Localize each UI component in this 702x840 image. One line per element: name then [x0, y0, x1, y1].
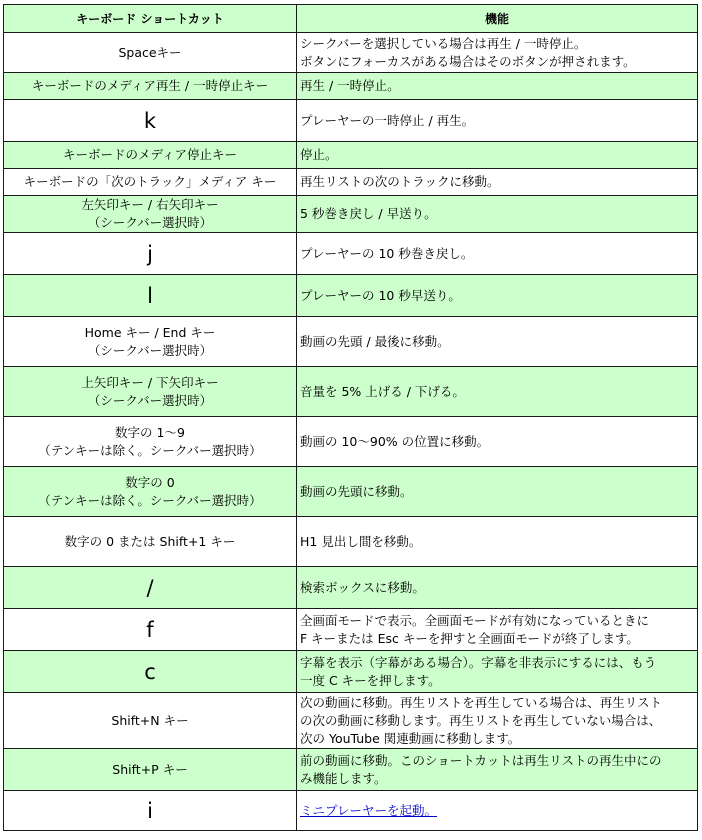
table-row [4, 693, 698, 749]
shortcut-text: 数字の 0 または Shift+1 キー [64, 533, 236, 549]
function-text: 停止。 [300, 147, 338, 162]
table-row [4, 317, 698, 367]
shortcut-text: Shift+P キー [112, 761, 188, 777]
function-cell[interactable] [297, 749, 698, 791]
miniplayer-link[interactable]: ミニプレーヤーを起動。 [300, 802, 438, 818]
function-text: 再生 / 一時停止。 [300, 78, 400, 93]
function-text: プレーヤーの一時停止 / 再生。 [300, 112, 475, 128]
function-text: 次の動画に移動。再生リストを再生している場合は、再生リスト [300, 694, 663, 710]
shortcut-text: j [147, 241, 153, 266]
header-function[interactable]: 機能 [297, 5, 698, 33]
function-cell[interactable] [297, 467, 698, 517]
shortcut-text: （シークバー選択時） [87, 215, 213, 230]
function-cell[interactable] [297, 142, 698, 169]
function-text: 検索ボックスに移動。 [300, 579, 425, 595]
function-cell[interactable] [297, 367, 698, 417]
table-row [4, 196, 698, 233]
function-cell[interactable] [297, 233, 698, 275]
shortcut-text: キーボードの「次のトラック」メディア キー [23, 174, 277, 189]
function-cell[interactable] [297, 609, 698, 651]
table-row [4, 142, 698, 169]
shortcut-cell[interactable] [4, 567, 297, 609]
shortcut-text: / [146, 575, 154, 600]
shortcut-text: （テンキーは除く。シークバー選択時） [38, 442, 262, 458]
shortcut-cell[interactable] [4, 693, 297, 749]
shortcut-cell[interactable] [4, 142, 297, 169]
function-text: 再生リストの次のトラックに移動。 [300, 174, 500, 189]
function-cell[interactable] [297, 567, 698, 609]
function-cell[interactable] [297, 275, 698, 317]
function-text: F キーまたは Esc キーを押すと全画面モードが終了します。 [300, 630, 639, 646]
function-cell[interactable] [297, 651, 698, 693]
shortcut-text: Spaceキー [118, 44, 182, 60]
function-cell[interactable] [297, 517, 698, 567]
shortcut-cell[interactable] [4, 169, 297, 196]
table-row [4, 417, 698, 467]
function-cell[interactable] [297, 196, 698, 233]
function-cell[interactable] [297, 100, 698, 142]
table-row [4, 749, 698, 791]
shortcut-cell[interactable] [4, 367, 297, 417]
shortcut-cell[interactable] [4, 749, 297, 791]
shortcut-text: f [146, 617, 154, 642]
shortcut-cell[interactable] [4, 275, 297, 317]
shortcut-cell[interactable] [4, 609, 297, 651]
shortcut-cell[interactable] [4, 517, 297, 567]
shortcut-text: i [147, 798, 153, 823]
function-cell[interactable] [297, 791, 698, 831]
shortcut-text: 上矢印キー / 下矢印キー [81, 374, 219, 390]
function-cell[interactable] [297, 317, 698, 367]
table-row [4, 33, 698, 73]
table-row [4, 609, 698, 651]
shortcut-cell[interactable] [4, 791, 297, 831]
table-row [4, 567, 698, 609]
shortcut-text: 数字の 0 [125, 474, 175, 490]
function-text: 字幕を表示（字幕がある場合）。字幕を非表示にするには、もう [300, 654, 657, 670]
shortcut-text: キーボードのメディア停止キー [62, 147, 237, 162]
shortcut-text: c [144, 659, 156, 684]
table-row [4, 275, 698, 317]
table-row [4, 233, 698, 275]
table-row [4, 73, 698, 100]
shortcut-cell[interactable] [4, 317, 297, 367]
function-text: 一度 C キーを押します。 [300, 672, 441, 688]
shortcut-text: キーボードのメディア再生 / 一時停止キー [31, 78, 269, 93]
function-cell[interactable] [297, 417, 698, 467]
shortcut-text: （シークバー選択時） [87, 392, 213, 408]
shortcut-text: Home キー / End キー [84, 324, 216, 340]
table-row [4, 100, 698, 142]
function-cell[interactable] [297, 169, 698, 196]
function-text: 5 秒巻き戻し / 早送り。 [300, 206, 437, 221]
table-row [4, 367, 698, 417]
function-text: プレーヤーの 10 秒巻き戻し。 [300, 245, 474, 261]
shortcut-text: （シークバー選択時） [87, 342, 213, 358]
shortcut-cell[interactable] [4, 651, 297, 693]
shortcut-text: 左矢印キー / 右矢印キー [81, 197, 219, 212]
shortcut-cell[interactable] [4, 100, 297, 142]
shortcut-cell[interactable] [4, 33, 297, 73]
function-text: 次の YouTube 関連動画に移動します。 [300, 730, 521, 746]
shortcut-table [3, 4, 698, 831]
function-text: プレーヤーの 10 秒早送り。 [300, 287, 461, 303]
function-text: ボタンにフォーカスがある場合はそのボタンが押されます。 [300, 53, 636, 69]
function-cell[interactable] [297, 693, 698, 749]
function-text: 全画面モードで表示。全画面モードが有効になっているときに [300, 612, 650, 628]
shortcut-text: l [147, 283, 153, 308]
header-row [4, 5, 698, 33]
shortcut-cell[interactable] [4, 196, 297, 233]
function-text: 動画の先頭 / 最後に移動。 [300, 333, 450, 349]
table-row [4, 517, 698, 567]
function-text: 前の動画に移動。このショートカットは再生リストの再生中にの [300, 752, 662, 768]
function-text: の次の動画に移動します。再生リストを再生していない場合は、 [300, 712, 662, 728]
function-text: み機能します。 [300, 770, 387, 786]
function-cell[interactable] [297, 73, 698, 100]
shortcut-text: （テンキーは除く。シークバー選択時） [38, 492, 262, 508]
function-text: 動画の 10～90% の位置に移動。 [300, 433, 490, 449]
table-row [4, 791, 698, 831]
shortcut-text: Shift+N キー [111, 712, 189, 728]
shortcut-cell[interactable] [4, 73, 297, 100]
function-text: H1 見出し間を移動。 [300, 533, 422, 549]
table-row [4, 169, 698, 196]
table-row [4, 651, 698, 693]
function-text: 音量を 5% 上げる / 下げる。 [300, 383, 465, 399]
table-row [4, 467, 698, 517]
function-text: シークバーを選択している場合は再生 / 一時停止。 [300, 35, 587, 51]
function-cell[interactable] [297, 33, 698, 73]
shortcut-text: k [143, 108, 157, 133]
shortcut-cell[interactable] [4, 417, 297, 467]
header-shortcut[interactable]: キーボード ショートカット [4, 5, 297, 33]
shortcut-cell[interactable] [4, 467, 297, 517]
shortcut-text: 数字の 1～9 [115, 424, 185, 440]
function-text: 動画の先頭に移動。 [300, 483, 413, 499]
shortcut-cell[interactable] [4, 233, 297, 275]
